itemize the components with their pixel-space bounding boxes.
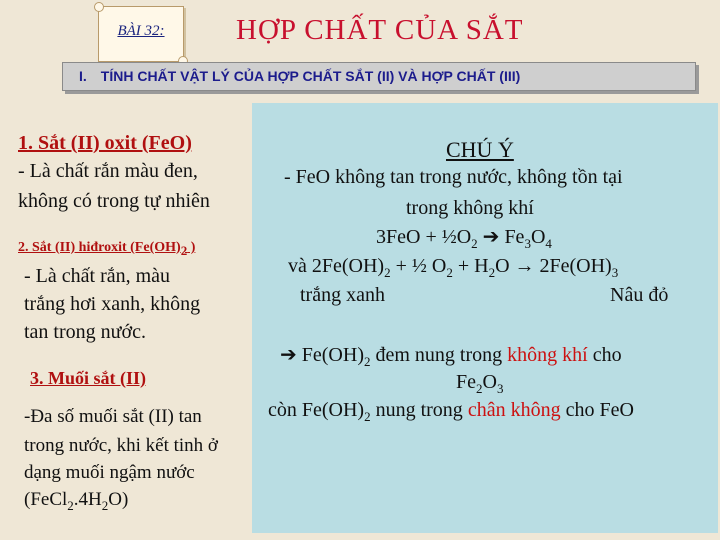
color-label-red-brown: Nâu đỏ: [610, 284, 669, 306]
feoh2-desc-line1: - Là chất rắn, màu: [24, 265, 171, 287]
note-title: CHÚ Ý: [446, 137, 514, 162]
salts-desc-line3: dạng muối ngậm nước: [24, 462, 195, 483]
heading-feo: 1. Sắt (II) oxit (FeO): [18, 132, 192, 154]
feoh2-desc-line2: trắng hơi xanh, không: [24, 293, 201, 315]
section-title: TÍNH CHẤT VẬT LÝ CỦA HỢP CHẤT SẮT (II) VÀ HỢP CHẤT (III): [100, 68, 521, 84]
lesson-tag-label: BÀI 32:: [117, 23, 165, 39]
arrow-icon: ➔: [280, 344, 302, 366]
note-line1: - FeO không tan trong nước, không tồn tại: [284, 166, 623, 188]
note-line6: $Fe_2O_3$: [456, 371, 504, 396]
page-title: HỢP CHẤT CỦA SẮT: [236, 14, 524, 46]
section-number: I.: [79, 68, 87, 84]
note-box: [252, 103, 718, 533]
heading-iron-salts: 3. Muối sắt (II): [30, 368, 146, 388]
note-line5: ➔ $Fe(OH)_2$ đem nung trong không khí cho: [280, 344, 622, 369]
feo-desc-line2: không có trong tự nhiên: [18, 190, 210, 212]
feo-desc-line1: - Là chất rắn màu đen,: [18, 160, 198, 182]
note-line7: còn $Fe(OH)_2$ nung trong chân không cho FeO: [268, 399, 634, 424]
salts-desc-line1: -Đa số muối sắt (II) tan: [24, 406, 202, 427]
salts-desc-line2: trong nước, khi kết tinh ở: [24, 435, 218, 456]
heading-feoh2: 2. Sắt (II) hiđroxit ($Fe(OH)_2$ ): [18, 240, 196, 258]
feoh2-desc-line3: tan trong nước.: [24, 321, 146, 343]
salts-desc-line4: $(FeCl_2.4H_2O)$: [24, 489, 129, 513]
equation-feoh2-oxidation: và $2Fe(OH)_2$ + ½ $O_2 + H_2O \to 2Fe(OH)_3$: [288, 255, 619, 280]
note-line2: trong không khí: [406, 197, 534, 219]
equation-feo-oxidation: $3FeO + \frac{1}{2}O_2$ ➔ $Fe_3O_4$: [376, 226, 552, 251]
color-label-white-green: trắng xanh: [300, 284, 385, 306]
